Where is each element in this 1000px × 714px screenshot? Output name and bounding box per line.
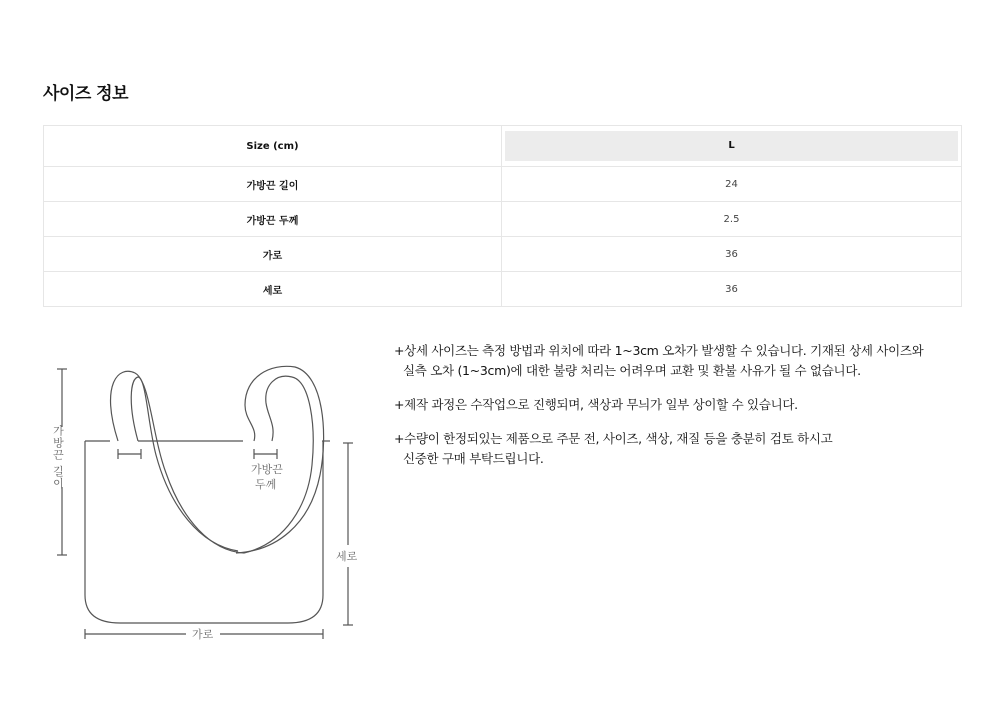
size-l-header — [502, 126, 962, 167]
bag-size-diagram — [40, 355, 370, 655]
table-row — [44, 167, 962, 202]
row-value-height: 36 — [502, 272, 962, 307]
strap-width-label-2: 두께 — [255, 478, 277, 491]
row-label-strap-length: 가방끈 길이 — [44, 167, 502, 202]
note-handmade-line1: +제작 과정은 수작업으로 진행되며, 색상과 무늬가 일부 상이할 수 있습니다. — [394, 397, 798, 412]
row-label-width: 가로 — [44, 237, 502, 272]
row-value-width: 36 — [502, 237, 962, 272]
size-l-label: L — [505, 131, 958, 161]
strap-left-inner — [131, 377, 238, 551]
strap-width-label-1: 가방끈 — [251, 463, 283, 476]
table-row — [44, 272, 962, 307]
bag-body-outline — [85, 441, 323, 623]
note-limited-line2: 신중한 구매 부탁드립니다. — [403, 451, 544, 466]
size-table — [43, 125, 962, 307]
note-measurement-line2: 실측 오차 (1~3cm)에 대한 불량 처리는 어려우며 교환 및 환불 사유가 될 수 없습니다. — [403, 363, 861, 378]
strap-right-outer — [236, 366, 324, 553]
strap-left-outer — [111, 371, 244, 553]
notes-section — [394, 341, 974, 483]
height-label: 세로 — [336, 550, 358, 563]
table-row — [44, 202, 962, 237]
table-header-row — [44, 126, 962, 167]
note-measurement — [394, 341, 974, 381]
note-limited-line1: +수량이 한정되있는 제품으로 주문 전, 사이즈, 색상, 재질 등을 충분히 검토 하시고 — [394, 431, 833, 446]
note-limited — [394, 429, 974, 469]
row-label-strap-width: 가방끈 두께 — [44, 202, 502, 237]
row-value-strap-width: 2.5 — [502, 202, 962, 237]
note-handmade — [394, 395, 974, 415]
page-title: 사이즈 정보 — [43, 84, 129, 104]
table-row — [44, 237, 962, 272]
size-unit-header: Size (cm) — [44, 126, 502, 167]
row-label-height: 세로 — [44, 272, 502, 307]
row-value-strap-length: 24 — [502, 167, 962, 202]
note-measurement-line1: +상세 사이즈는 측정 방법과 위치에 따라 1~3cm 오차가 발생할 수 있습니다. 기재된 상세 사이즈와 — [394, 343, 924, 358]
strap-length-label: 가방끈 길이 — [51, 425, 65, 490]
width-label: 가로 — [192, 628, 214, 641]
